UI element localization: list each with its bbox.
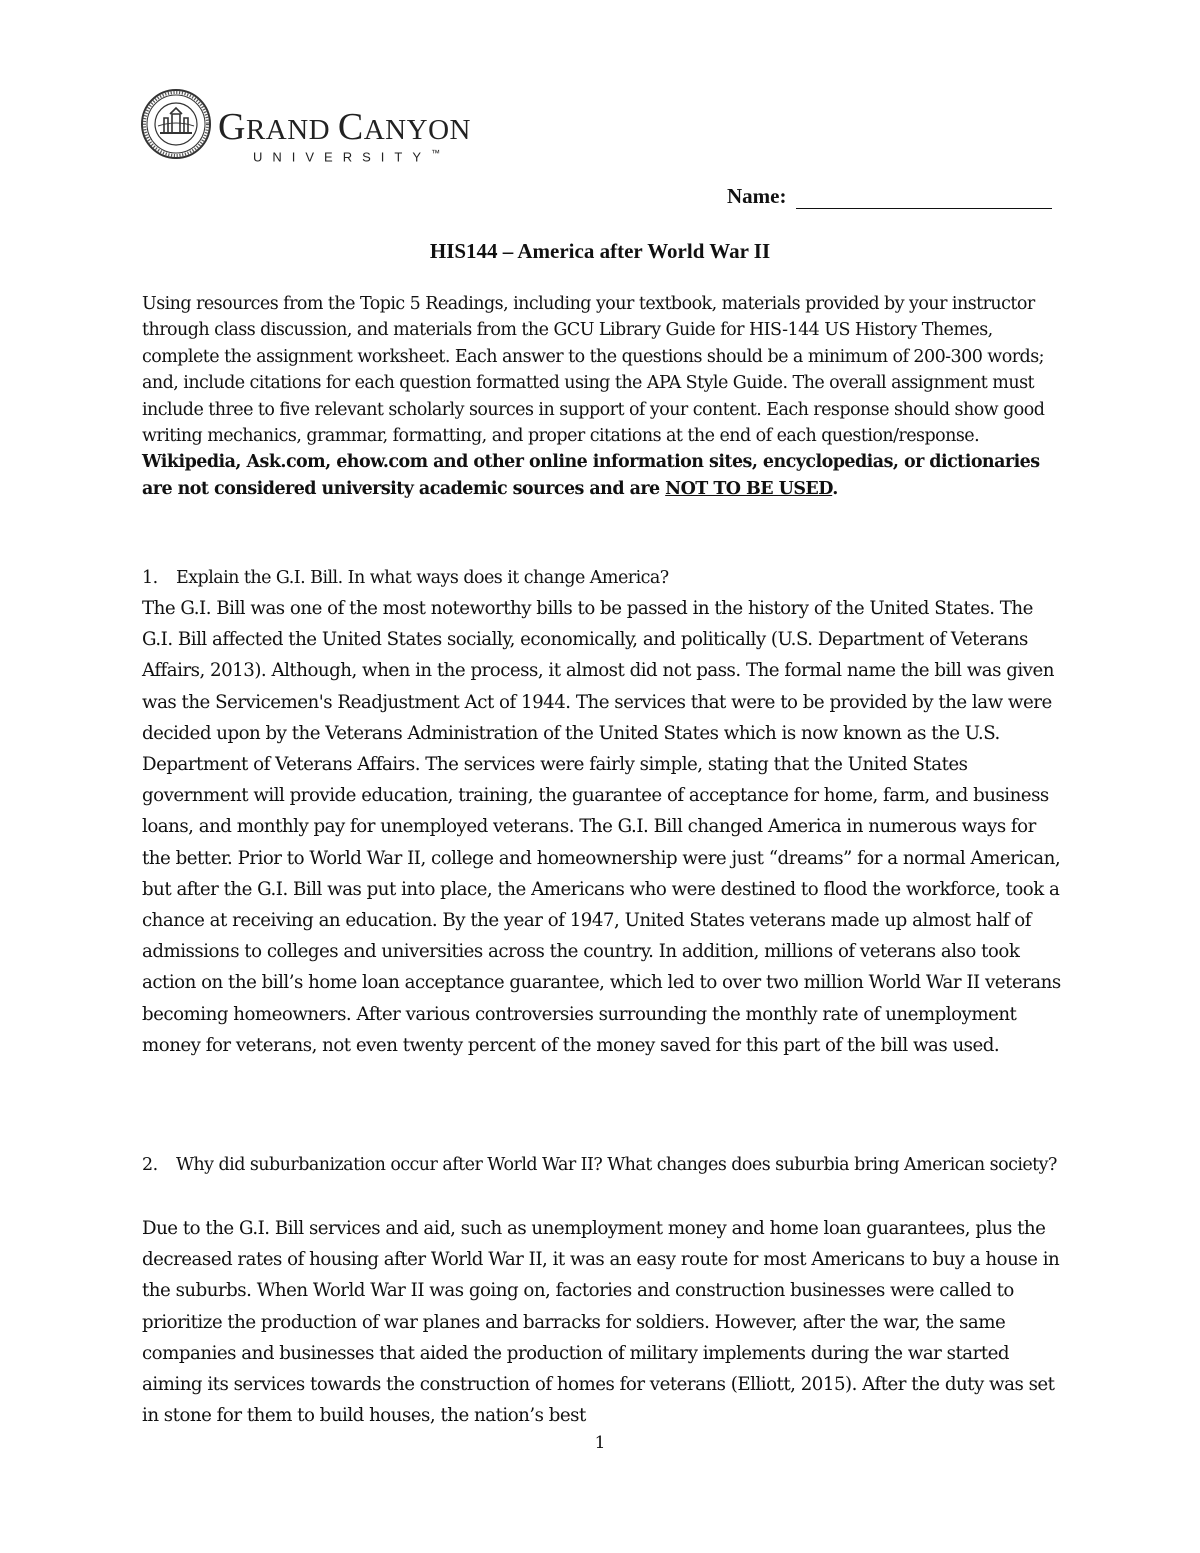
- answer-1: The G.I. Bill was one of the most noteworthy bills to be passed in the history of the United States. The G.I. Bill affected the United States socially, economically, and politically (U.S. Department of Veterans Affairs, 2013). Although, when in the process, it almost did not pass. The formal name the bill was given was the Servicemen's Readjustment Act of 1944. The services that were to be provided by the law were decided upon by the Veterans Administration of the United States which is now known as the U.S. Department of Veterans Affairs. The services were fairly simple, stating that the United States government will provide education, training, the guarantee of acceptance for home, farm, and business loans, and monthly pay for unemployed veterans. The G.I. Bill changed America in numerous ways for the better. Prior to World War II, college and homeownership were just “dreams” for a normal American, but after the G.I. Bill was put into place, the Americans who were destined to flood the workforce, took a chance at receiving an education. By the year of 1947, United States veterans made up almost half of admissions to colleges and universities across the country. In addition, millions of veterans also took action on the bill’s home loan acceptance guarantee, which led to over two million World War II veterans becoming homeowners. After various controversies surrounding the monthly rate of unemployment money for veterans, not even twenty percent of the money saved for this part of the bill was used.: [142, 598, 1061, 1056]
- instructions-warning: Wikipedia, Ask.com, ehow.com and other online information sites, encyclopedias, or dictionaries are not considered university academic sources and are: [142, 452, 1040, 499]
- university-logo: [140, 88, 471, 168]
- question-number: 1.: [142, 568, 158, 588]
- question-text: Explain the G.I. Bill. In what ways does it change America?: [176, 568, 669, 588]
- question-2: [142, 1152, 1067, 1178]
- instructions-text: Using resources from the Topic 5 Readings, including your textbook, materials provided by your instructor through class discussion, and materials from the GCU Library Guide for HIS-144 US History Themes, complete the assignment worksheet. Each answer to the questions should be a minimum of 200-300 words; and, include citations for each question formatted using the APA Style Guide. The overall assignment must include three to five relevant scholarly sources in support of your content. Each response should show good writing mechanics, grammar, formatting, and proper citations at the end of each question/response.: [142, 294, 1045, 447]
- university-seal-icon: [140, 88, 212, 160]
- logo-wordmark: GRAND CANYON: [218, 106, 471, 148]
- page-number: 1: [594, 1433, 606, 1453]
- question-number: 2.: [142, 1155, 158, 1175]
- assignment-instructions: [142, 291, 1067, 502]
- name-label: Name:: [727, 184, 787, 208]
- instructions-end: .: [832, 478, 838, 499]
- question-1: [142, 565, 1067, 591]
- instructions-warning-emphasis: NOT TO BE USED: [665, 478, 833, 499]
- document-title: HIS144 – America after World War II: [429, 239, 771, 263]
- name-field: [727, 184, 1052, 209]
- logo-subtitle: UNIVERSITY™: [253, 148, 441, 165]
- name-blank-line[interactable]: [796, 188, 1052, 209]
- answer-2: Due to the G.I. Bill services and aid, such as unemployment money and home loan guarantees, plus the decreased rates of housing after World War II, it was an easy route for most Americans to buy a house in the suburbs. When World War II was going on, factories and construction businesses were called to prioritize the production of war planes and barracks for soldiers. However, after the war, the same companies and businesses that aided the production of military implements during the war started aiming its services towards the construction of homes for veterans (Elliott, 2015). After the duty was set in stone for them to build houses, the nation’s best: [142, 1218, 1060, 1427]
- question-text: Why did suburbanization occur after World War II? What changes does suburbia bring American society?: [176, 1155, 1057, 1175]
